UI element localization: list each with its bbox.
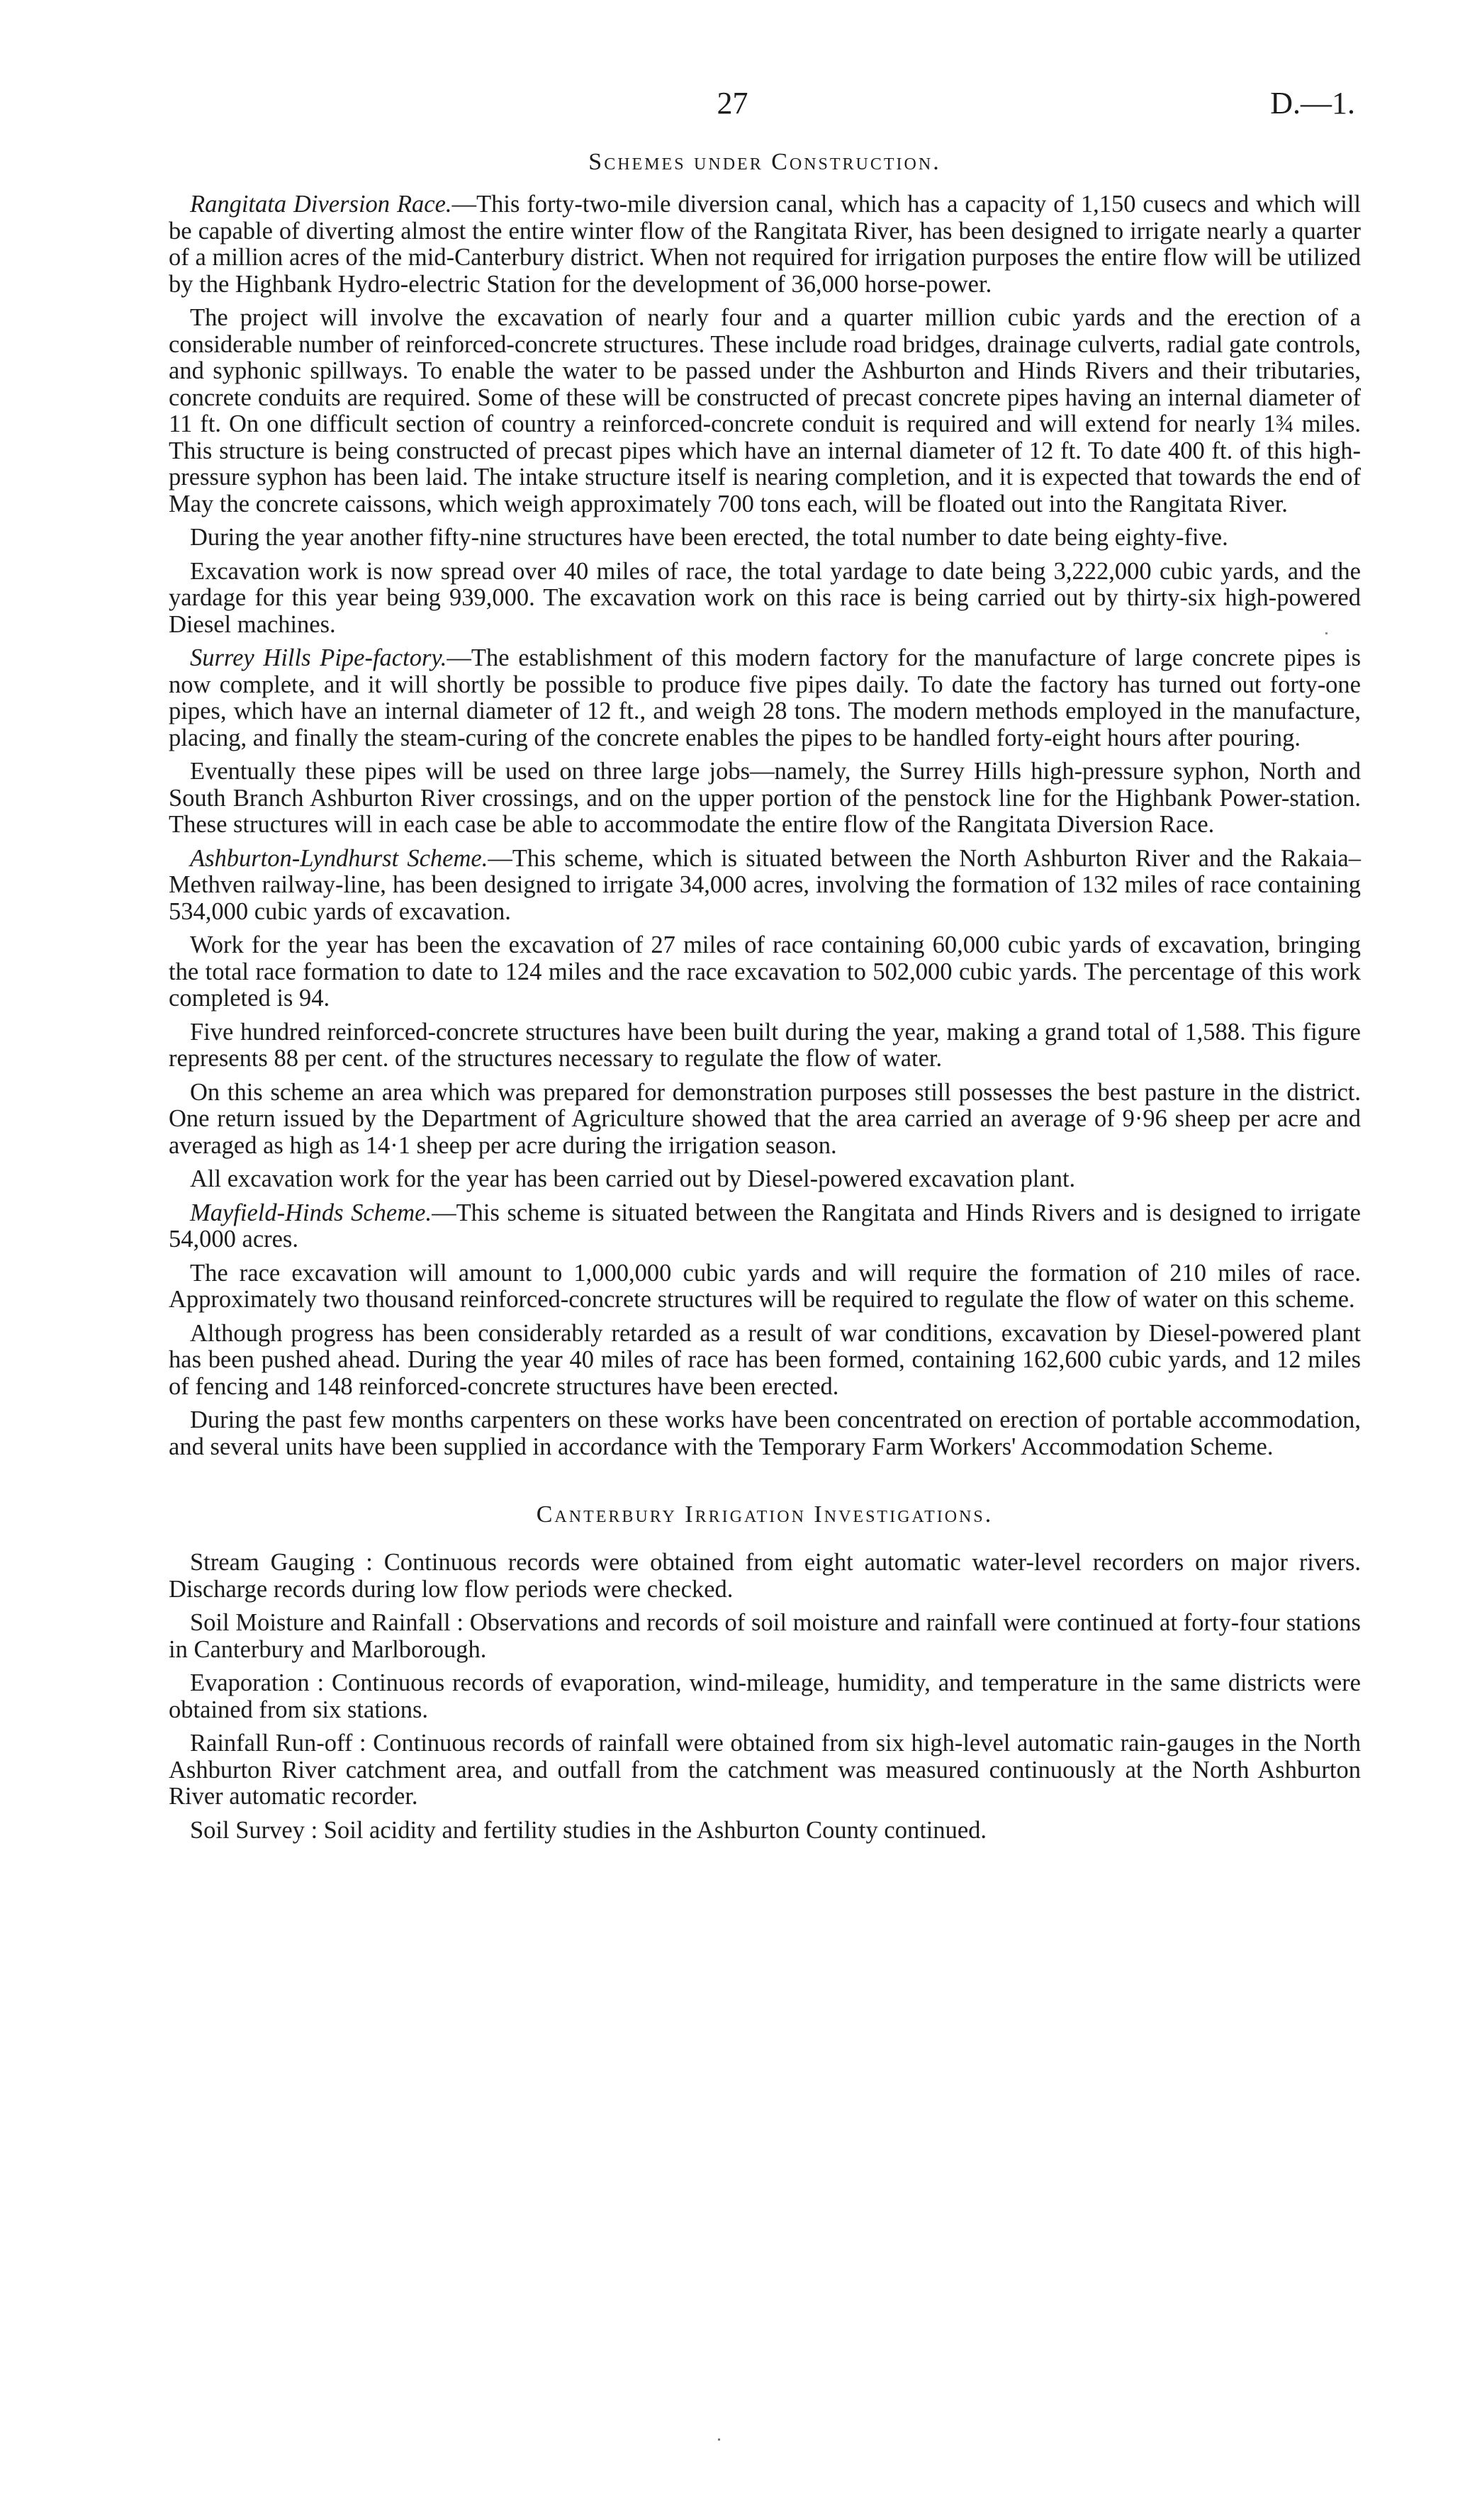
paragraph-text: —This scheme is situated between the Rangitata and Hinds Rivers and is designed to irrigate 54,000 acres. [169, 1199, 1361, 1253]
paragraph: During the year another fifty-nine structures have been erected, the total number to date being eighty-five. [190, 524, 1228, 551]
paragraph: Work for the year has been the excavation of 27 miles of race containing 60,000 cubic yards of excavation, bringing the total race formation to date to 124 miles and the race excavation to 502,000 cubic yards. The percentage of this work completed is 94. [169, 931, 1361, 1012]
margin-speck [1325, 632, 1328, 634]
paragraph: Evaporation : Continuous records of evaporation, wind-mileage, humidity, and temperature in the same districts were obtained from six stations. [169, 1669, 1361, 1723]
footer-speck [718, 2438, 720, 2441]
paragraph: Five hundred reinforced-concrete structures have been built during the year, making a grand total of 1,588. This figure represents 88 per cent. of the structures necessary to regulate the flow of water. [169, 1018, 1361, 1072]
paragraph: Although progress has been considerably retarded as a result of war conditions, excavation by Diesel-powered plant has been pushed ahead. During the year 40 miles of race has been formed, containing 162,600 cubic yards, and 12 miles of fencing and 148 reinforced-concrete structures have been erected. [169, 1319, 1361, 1400]
paragraph [169, 645, 1361, 751]
paragraph: All excavation work for the year has been carried out by Diesel-powered excavation plant. [190, 1165, 1076, 1192]
paragraph-lead: Rangitata Diversion Race. [190, 191, 452, 218]
section-heading-schemes: Schemes under Construction. [588, 149, 941, 175]
paragraph: During the past few months carpenters on these works have been concentrated on erection of portable accommodation, and several units have been supplied in accordance with the Temporary Farm Workers' Accommodation Scheme. [169, 1406, 1361, 1460]
paragraph [169, 1200, 1361, 1253]
paragraph-lead: Surrey Hills Pipe-factory. [190, 644, 447, 671]
page-content [169, 149, 1361, 1851]
paragraph-text: —This scheme, which is situated between the North Ashburton River and the Rakaia–Methven railway-line, has been designed to irrigate 34,000 acres, involving the formation of 132 miles of race containing 534,000 cubic yards of excavation. [169, 844, 1361, 925]
paragraph-text: —This forty-two-mile diversion canal, which has a capacity of 1,150 cusecs and which will be capable of diverting almost the entire winter flow of the Rangitata River, has been designed to irrigate nearly a quarter of a million acres of the mid-Canterbury district. When not required for irrigation purposes the entire flow will be utilized by the Highbank Hydro-electric Station for the development of 36,000 horse-power. [169, 191, 1361, 298]
section-heading-investigations: Canterbury Irrigation Investigations. [536, 1501, 994, 1528]
paragraph [169, 846, 1361, 926]
paragraph [169, 191, 1361, 298]
paragraph: On this scheme an area which was prepared for demonstration purposes still possesses the best pasture in the district. One return issued by the Department of Agriculture showed that the area carried an average of 9·96 sheep per acre and averaged as high as 14·1 sheep per acre during the irrigation season. [169, 1078, 1361, 1159]
paragraph-lead: Mayfield-Hinds Scheme. [190, 1199, 432, 1226]
paragraph-lead: Ashburton-Lyndhurst Scheme. [190, 844, 488, 872]
paragraph: The project will involve the excavation of nearly four and a quarter million cubic yards and the erection of a considerable number of reinforced-concrete structures. These include road bridges, drainage culverts, radial gate controls, and syphonic spillways. To enable the water to be passed under the Ashburton and Hinds Rivers and their tributaries, concrete conduits are required. Some of these will be constructed of precast concrete pipes having an internal diameter of 11 ft. On one difficult section of country a reinforced-concrete conduit is required and will extend for nearly 1¾ miles. This structure is being constructed of precast pipes which have an internal diameter of 12 ft. To date 400 ft. of this high-pressure syphon has been laid. The intake structure itself is nearing completion, and it is expected that towards the end of May the concrete caissons, which weigh approximately 700 tons each, will be floated out into the Rangitata River. [169, 304, 1361, 517]
document-reference: D.—1. [1270, 86, 1355, 121]
paragraph: Soil Moisture and Rainfall : Observations and records of soil moisture and rainfall were continued at forty-four stations in Canterbury and Marlborough. [169, 1609, 1361, 1663]
paragraph: Soil Survey : Soil acidity and fertility studies in the Ashburton County continued. [190, 1816, 987, 1844]
paragraph: Eventually these pipes will be used on three large jobs—namely, the Surrey Hills high-pressure syphon, North and South Branch Ashburton River crossings, and on the upper portion of the penstock line for the Highbank Power-station. These structures will in each case be able to accommodate the entire flow of the Rangitata Diversion Race. [169, 758, 1361, 838]
paragraph: Stream Gauging : Continuous records were obtained from eight automatic water-level recorders on major rivers. Discharge records during low flow periods were checked. [169, 1549, 1361, 1603]
page-number: 27 [717, 86, 748, 121]
paragraph: Excavation work is now spread over 40 miles of race, the total yardage to date being 3,222,000 cubic yards, and the yardage for this year being 939,000. The excavation work on this race is being carried out by thirty-six high-powered Diesel machines. [169, 557, 1361, 638]
paragraph-text: —The establishment of this modern factory for the manufacture of large concrete pipes is now complete, and it will shortly be possible to produce five pipes daily. To date the factory has turned out forty-one pipes, which have an internal diameter of 12 ft., and weigh 28 tons. The modern methods employed in the manufacture, placing, and finally the steam-curing of the concrete enables the pipes to be handled forty-eight hours after pouring. [169, 644, 1361, 751]
paragraph: Rainfall Run-off : Continuous records of rainfall were obtained from six high-level automatic rain-gauges in the North Ashburton River catchment area, and outfall from the catchment was measured continuously at the North Ashburton River automatic recorder. [169, 1730, 1361, 1810]
paragraph: The race excavation will amount to 1,000,000 cubic yards and will require the formation of 210 miles of race. Approximately two thousand reinforced-concrete structures will be required to regulate the flow of water on this scheme. [169, 1259, 1361, 1313]
